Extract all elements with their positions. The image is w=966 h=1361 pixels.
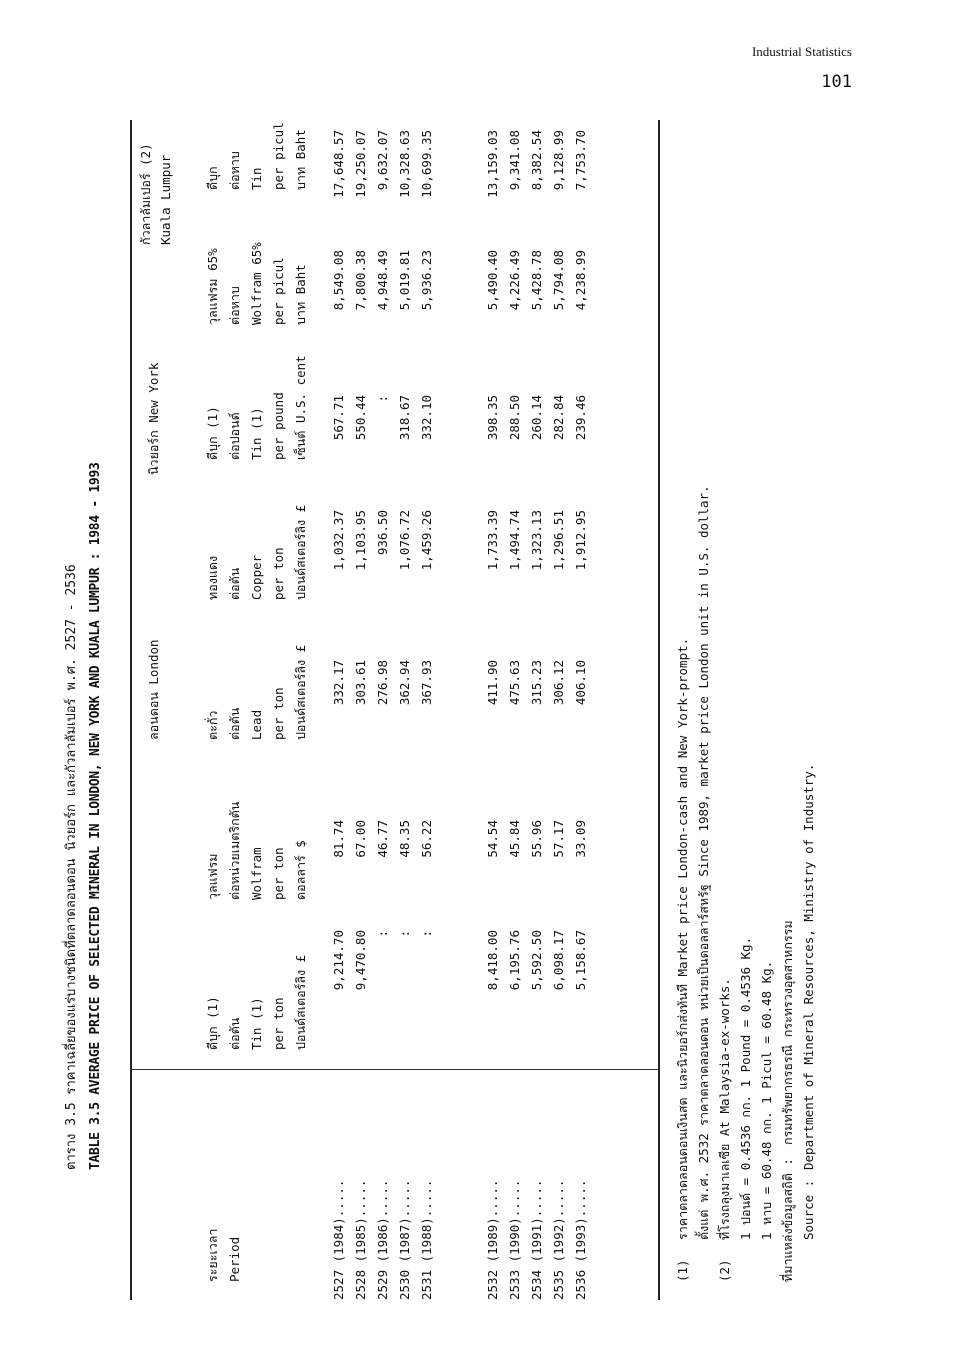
row-period: 2532 (1989)..... [485,1179,500,1300]
column-header-line: Tin [249,167,264,190]
table-cell: 5,428.78 [529,250,544,311]
table-cell: 45.84 [507,820,522,858]
source-english [798,120,819,1300]
table-cell: 10,699.35 [419,130,434,198]
note-lines [672,120,777,1300]
table-cell: 7,753.70 [573,130,588,191]
table-cell: 8,418.00 [485,930,500,991]
table-row [526,120,548,1300]
note-text: 1 ปอนด์ = 0.4536 กก. 1 Pound = 0.4536 Kg. [738,936,753,1240]
note-line [693,120,714,1300]
row-period: 2535 (1992)..... [551,1179,566,1300]
table-title [60,462,108,1170]
table-cell: : [397,930,412,938]
column-header-line: วุลแฟรม [205,853,220,900]
table-cell: 33.09 [573,820,588,858]
footnotes [672,120,819,1300]
table-cell: 46.77 [375,820,390,858]
table-row [416,120,438,1300]
column-header-line: per pound [271,392,286,460]
table-cell: 276.98 [375,660,390,706]
column-header-1 [202,955,312,1050]
source-thai [777,120,798,1300]
table-cell: 5,490.40 [485,250,500,311]
column-header-line: Lead [249,709,264,740]
column-header-line: ต่อหาบ [227,286,242,325]
source-thai-label: ที่มาแหล่งข้อมูลสถิติ : [780,1158,795,1282]
column-header-line: per ton [271,547,286,600]
table-cell: 332.10 [419,395,434,441]
column-header-line: per ton [271,847,286,900]
column-header-4 [202,505,312,600]
column-header-line: ตะกั่ว [205,710,220,740]
source-english-label: Source : [801,1179,816,1240]
table-cell: 67.00 [353,820,368,858]
period-header [202,1229,246,1282]
table-cell: 9,128.99 [551,130,566,191]
note-text: ตั้งแต่ พ.ศ. 2532 ราคาตลาดลอนดอน หน่วยเป็นดอลลาร์สหรัฐ Since 1989, market price London unit in U.S. dollar. [696,485,711,1240]
table-cell: 10,328.63 [397,130,412,198]
column-header-6 [202,242,312,325]
table-cell: 9,214.70 [331,930,346,991]
group-kl-thai: กัวลาลัมเปอร์ (2) [138,143,153,245]
period-header-english: Period [227,1236,242,1282]
table-cell: 4,238.99 [573,250,588,311]
group-kl-english: Kuala Lumpur [158,154,173,245]
column-header-line: วุลแฟรม 65% [205,248,220,325]
table-cell: 550.44 [353,395,368,441]
row-period: 2534 (1991)..... [529,1179,544,1300]
column-header-line: per ton [271,997,286,1050]
table-cell: 1,103.95 [353,510,368,571]
column-header-2 [202,802,312,900]
table-cell: 1,076.72 [397,510,412,571]
column-header-line: Tin (1) [249,997,264,1050]
column-header-line: Tin (1) [249,407,264,460]
column-header-line: per picul [271,122,286,190]
note-text: ที่โรงถลุงมาเลเซีย At Malaysia-ex-works. [717,978,732,1240]
period-header-thai: ระยะเวลา [205,1228,220,1282]
table-cell: 239.46 [573,395,588,441]
column-header-line: ปอนด์สเตอร์ลิง £ [293,644,308,740]
table-cell: 315.23 [529,660,544,706]
column-header-line: ต่อปอนด์ [227,412,242,460]
note-line [672,120,693,1300]
note-number: (1) [675,1259,690,1282]
table-cell: 1,912.95 [573,510,588,571]
table-cell: 936.50 [375,510,390,556]
row-period: 2530 (1987)..... [397,1179,412,1300]
table-cell: 5,158.67 [573,930,588,991]
table-cell: 1,733.39 [485,510,500,571]
table-cell: 81.74 [331,820,346,858]
table-cell: 54.54 [485,820,500,858]
table-cell: 411.90 [485,660,500,706]
table-cell: 55.96 [529,820,544,858]
column-header-line: ปอนด์สเตอร์ลิง £ [293,954,308,1050]
table-cell: 48.35 [397,820,412,858]
note-text: ราคาตลาดลอนดอนเงินสด และนิวยอร์กส่งทันที Market price London-cash and New York-prompt. [675,637,690,1240]
table-row [504,120,526,1300]
column-header-line: บาท Baht [293,264,308,325]
note-line [735,120,756,1300]
note-number: (2) [717,1259,732,1282]
title-english: TABLE 3.5 AVERAGE PRICE OF SELECTED MINERAL IN LONDON, NEW YORK AND KUALA LUMPUR : 1984 - 1993 [88,462,103,1170]
table-row [372,120,394,1300]
column-header-line: ต่อหน่วยเมตริกตัน [227,801,242,900]
table-cell: 1,323.13 [529,510,544,571]
column-header-line: Wolfram [249,847,264,900]
title-thai: ตาราง 3.5 ราคาเฉลี่ยของแร่บางชนิดที่ตลาดลอนดอน นิวยอร์ก และกัวลาลัมเปอร์ พ.ศ. 2527 - 2536 [64,564,79,1170]
column-header-line: ดอลลาร์ $ [293,840,308,900]
table-cell: 1,032.37 [331,510,346,571]
table-cell: 17,648.57 [331,130,346,198]
column-header-line: ดีบุก (1) [205,406,220,460]
column-header-line: ต่อตัน [227,707,242,740]
table-cell: 1,296.51 [551,510,566,571]
row-period: 2528 (1985)..... [353,1179,368,1300]
column-header-3 [202,645,312,740]
page-number: 101 [821,72,852,92]
table-cell: : [375,395,390,403]
table-cell: 260.14 [529,395,544,441]
table-cell: 1,459.26 [419,510,434,571]
table-cell: 6,098.17 [551,930,566,991]
note-text: 1 หาบ = 60.48 กก. 1 Picul = 60.48 Kg. [759,960,774,1240]
table-cell: 303.61 [353,660,368,706]
table-cell: 367.93 [419,660,434,706]
table-row [350,120,372,1300]
table-cell: 4,948.49 [375,250,390,311]
table-row [548,120,570,1300]
column-header-line: ต่อตัน [227,567,242,600]
column-header-line: ปอนด์สเตอร์ลิง £ [293,504,308,600]
table-cell: 57.17 [551,820,566,858]
table-cell: 13,159.03 [485,130,500,198]
table-cell: 6,195.76 [507,930,522,991]
table-cell: 19,250.07 [353,130,368,198]
row-period: 2529 (1986)..... [375,1179,390,1300]
table-row [394,120,416,1300]
column-header-line: per ton [271,687,286,740]
table-cell: 7,800.38 [353,250,368,311]
table-cell: 1,494.74 [507,510,522,571]
table-cell: 56.22 [419,820,434,858]
note-line [756,120,777,1300]
row-period: 2531 (1988)..... [419,1179,434,1300]
source-english-text: Department of Mineral Resources, Ministry of Industry. [801,763,816,1170]
table-cell: 9,470.80 [353,930,368,991]
group-new-york: นิวยอร์ก New York [146,362,161,475]
row-period: 2527 (1984)..... [331,1179,346,1300]
table-cell: 5,794.08 [551,250,566,311]
table-cell: 8,382.54 [529,130,544,191]
column-header-5 [202,355,312,460]
running-header: Industrial Statistics [751,44,852,59]
table-cell: 288.50 [507,395,522,441]
table-cell: 406.10 [573,660,588,706]
column-header-line: เซ็นต์ U.S. cent [293,355,308,460]
table-cell: 9,341.08 [507,130,522,191]
column-header-line: บาท Baht [293,129,308,190]
top-rule [130,120,132,1300]
column-header-line: ดีบุก (1) [205,996,220,1050]
table-cell: 9,632.07 [375,130,390,191]
column-header-line: ต่อหาบ [227,151,242,190]
page-header [752,44,852,92]
table-cell: 318.67 [397,395,412,441]
table-cell: 5,019.81 [397,250,412,311]
table-row [482,120,504,1300]
table-cell: 4,226.49 [507,250,522,311]
table-row [570,120,592,1300]
column-header-7 [202,122,312,190]
table-cell: 5,936.23 [419,250,434,311]
table-cell: 282.84 [551,395,566,441]
column-header-line: ดีบุก [205,166,220,190]
table-cell: 332.17 [331,660,346,706]
table-cell: 567.71 [331,395,346,441]
table-cell: 8,549.08 [331,250,346,311]
column-header-line: Copper [249,554,264,600]
source-thai-text: กรมทรัพยากรธรณี กระทรวงอุตสาหกรรม [780,920,795,1145]
note-line [714,120,735,1300]
bottom-rule [658,120,660,1300]
table-row [328,120,350,1300]
table-cell: 398.35 [485,395,500,441]
column-header-line: ทองแดง [205,555,220,600]
group-london: ลอนดอน London [146,639,161,740]
rotated-table-page [60,120,860,1300]
column-header-line: per picul [271,257,286,325]
column-header-line: ต่อตัน [227,1017,242,1050]
column-header-line: Wolfram 65% [249,242,264,325]
row-period: 2533 (1990)..... [507,1179,522,1300]
table-cell: 5,592.50 [529,930,544,991]
table-cell: 306.12 [551,660,566,706]
table-cell: : [419,930,434,938]
table-cell: 475.63 [507,660,522,706]
row-period: 2536 (1993)..... [573,1179,588,1300]
table-cell: : [375,930,390,938]
table-cell: 362.94 [397,660,412,706]
